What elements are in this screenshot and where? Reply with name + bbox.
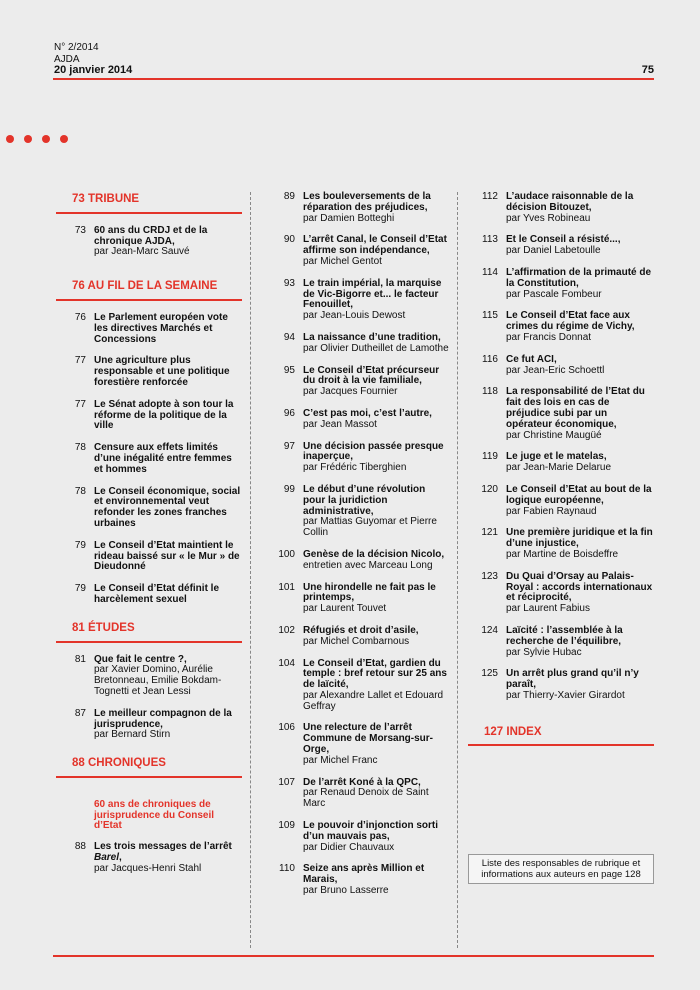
toc-entry[interactable] <box>468 572 654 615</box>
toc-title: Les bouleversements de la réparation des préjudices, <box>303 191 431 213</box>
toc-title: Le Conseil d’Etat maintient le rideau baissé sur « le Mur » de Dieudonné <box>94 539 240 573</box>
toc-entry[interactable] <box>265 279 449 322</box>
contributors-note: Liste des responsables de rubrique et informations aux auteurs en page 128 <box>468 854 654 884</box>
toc-author: entretien avec Marceau Long <box>303 559 433 571</box>
toc-entry[interactable] <box>56 313 242 345</box>
toc-title: Une décision passée presque inaperçue, <box>303 440 444 463</box>
toc-column-2 <box>265 192 449 908</box>
toc-title: Une relecture de l’arrêt Commune de Morsang-sur-Orge, <box>303 722 434 756</box>
toc-entry[interactable] <box>56 356 242 388</box>
toc-author: par Bernard Stirn <box>94 729 171 741</box>
toc-entry[interactable] <box>265 583 449 615</box>
toc-title: Genèse de la décision Nicolo, <box>303 548 445 560</box>
toc-page-number: 79 <box>74 583 86 595</box>
toc-page-number: 100 <box>278 548 295 560</box>
toc-entry[interactable] <box>56 584 242 606</box>
toc-author: par Renaud Denoix de Saint Marc <box>303 787 429 810</box>
toc-page-number: 97 <box>283 440 295 452</box>
toc-entry[interactable] <box>56 709 242 741</box>
toc-page-number: 93 <box>283 277 295 289</box>
toc-page-number: 99 <box>283 483 295 495</box>
toc-entry[interactable] <box>56 487 242 530</box>
toc-author: par Fabien Raynaud <box>506 505 597 517</box>
toc-entry[interactable] <box>265 864 449 896</box>
toc-entry[interactable] <box>468 485 654 517</box>
toc-title: Le Conseil d’Etat précurseur du droit à la vie familiale, <box>303 364 440 387</box>
toc-page-number: 76 <box>74 311 86 323</box>
toc-author: par Jean-Marie Delarue <box>506 462 612 474</box>
toc-page-number: 114 <box>482 266 498 278</box>
toc-title: L’arrêt Canal, le Conseil d’Etat affirme son indépendance, <box>303 234 447 257</box>
toc-author: par Bruno Lasserre <box>303 885 389 897</box>
toc-author: par Yves Robineau <box>506 212 591 224</box>
toc-title: Ce fut ACI, <box>506 353 557 365</box>
toc-page-number: 116 <box>482 353 498 365</box>
toc-title: Le Conseil économique, social et environnemental veut refonder les zones franches urbaines <box>94 485 241 529</box>
toc-page-number: 112 <box>482 191 498 202</box>
toc-author: par Francis Donnat <box>506 331 592 343</box>
toc-title: Le Conseil d’Etat définit le harcèlement sexuel <box>94 583 220 605</box>
toc-entry[interactable] <box>265 821 449 853</box>
toc-entry[interactable] <box>265 723 449 766</box>
toc-title: C’est pas moi, c’est l’autre, <box>303 407 432 419</box>
issue-number: N° 2/2014 <box>54 42 99 53</box>
toc-author: par Martine de Boisdeffre <box>506 548 619 560</box>
toc-entry[interactable] <box>265 550 449 572</box>
toc-entry[interactable] <box>468 669 654 701</box>
toc-author: par Pascale Fombeur <box>506 288 602 300</box>
toc-page-number: 96 <box>283 407 295 419</box>
toc-page-number: 104 <box>278 657 295 669</box>
section-rule <box>56 776 242 778</box>
toc-entry[interactable] <box>265 442 449 474</box>
toc-author: par Frédéric Tiberghien <box>303 462 407 474</box>
toc-page-number: 119 <box>482 451 498 463</box>
toc-page-number: 94 <box>283 331 295 343</box>
toc-entry[interactable] <box>265 626 449 648</box>
toc-entry[interactable] <box>468 626 654 658</box>
toc-entry[interactable] <box>468 528 654 560</box>
toc-title: L’audace raisonnable de la décision Bitouzet, <box>506 191 634 213</box>
toc-entry[interactable] <box>265 235 449 267</box>
toc-author: par Xavier Domino, Aurélie Bretonneau, Emilie Bokdam-Tognetti et Jean Lessi <box>94 664 222 697</box>
toc-author: par Michel Gentot <box>303 255 382 267</box>
toc-title: Du Quai d’Orsay au Palais-Royal : accords internationaux et réciprocité, <box>506 570 653 604</box>
toc-title: Seize ans après Million et Marais, <box>303 863 425 886</box>
toc-entry[interactable] <box>56 443 242 475</box>
toc-page-number: 77 <box>74 398 86 410</box>
decorative-dots <box>6 135 68 143</box>
issue-date: 20 janvier 2014 <box>54 64 133 76</box>
toc-title: Le début d’une révolution pour la juridiction administrative, <box>303 483 426 517</box>
toc-entry[interactable] <box>265 485 449 539</box>
toc-title: Le train impérial, la marquise de Vic-Bigorre et... le facteur Fenouillet, <box>303 277 442 311</box>
toc-entry[interactable] <box>468 387 654 441</box>
toc-entry[interactable] <box>468 452 654 474</box>
page-header <box>54 42 132 77</box>
toc-title: Le pouvoir d’injonction sorti d’un mauvais pas, <box>303 820 438 842</box>
toc-entry[interactable] <box>56 400 242 432</box>
toc-title: Le Conseil d’Etat face aux crimes du régime de Vichy, <box>506 310 635 333</box>
toc-title: Et le Conseil a résisté..., <box>506 234 621 246</box>
toc-title: Un arrêt plus grand qu’il n’y paraît, <box>506 668 639 691</box>
toc-title: Réfugiés et droit d’asile, <box>303 624 419 636</box>
toc-title: Que fait le centre ?, <box>94 653 187 665</box>
toc-page-number: 110 <box>279 863 295 875</box>
column-divider <box>250 192 251 948</box>
toc-page-number: 95 <box>283 364 295 376</box>
toc-author: par Laurent Touvet <box>303 603 387 615</box>
toc-entry[interactable] <box>265 778 449 810</box>
toc-entry[interactable] <box>265 333 449 355</box>
footer-rule <box>53 955 654 957</box>
toc-page-number: 124 <box>481 624 498 636</box>
toc-entry[interactable] <box>468 268 654 300</box>
toc-title: L’affirmation de la primauté de la Constitution, <box>506 266 652 289</box>
toc-page-number: 125 <box>481 668 498 680</box>
toc-author: par Christine Maugüé <box>506 429 602 441</box>
toc-title: Censure aux effets limités d’une inégalité entre femmes et hommes <box>94 442 232 475</box>
toc-entry[interactable] <box>265 409 449 431</box>
toc-author: par Jean-Louis Dewost <box>303 310 406 322</box>
toc-page-number: 107 <box>278 776 295 788</box>
toc-entry[interactable] <box>56 655 242 698</box>
toc-author: par Jacques Fournier <box>303 386 398 398</box>
toc-entry[interactable] <box>265 192 449 224</box>
toc-author: par Sylvie Hubac <box>506 646 582 658</box>
toc-author: par Alexandre Lallet et Edouard Geffray <box>303 689 444 712</box>
section-heading-etudes: 81 ÉTUDES <box>72 621 135 634</box>
toc-column-3 <box>468 192 654 884</box>
toc-title: Une hirondelle ne fait pas le printemps, <box>303 581 436 604</box>
toc-page-number: 101 <box>278 581 295 593</box>
toc-entry[interactable]: 88 Les trois messages de l’arrêt Barel, par Jacques-Henri Stahl <box>74 841 232 874</box>
toc-page-number: 78 <box>74 485 86 497</box>
toc-author: par Olivier Dutheillet de Lamothe <box>303 342 449 354</box>
toc-author: par Laurent Fabius <box>506 603 590 615</box>
section-heading-index[interactable]: 127 INDEX <box>484 725 542 738</box>
toc-entry[interactable]: 73 60 ans du CRDJ et de la chronique AJDA, par Jean-Marc Sauvé <box>74 224 208 258</box>
header-rule <box>53 78 654 80</box>
toc-title: La responsabilité de l’Etat du fait des lois en cas de préjudice subi par un opérateur économique, <box>506 386 645 430</box>
toc-title: Le Conseil d’Etat au bout de la logique européenne, <box>506 483 652 506</box>
toc-page-number: 89 <box>283 191 295 202</box>
toc-page-number: 115 <box>482 310 498 322</box>
toc-page-number: 78 <box>74 442 86 454</box>
toc-page-number: 77 <box>74 355 86 367</box>
toc-author: par Michel Combarnous <box>303 635 410 647</box>
toc-author: par Daniel Labetoulle <box>506 245 601 257</box>
toc-entry[interactable] <box>56 541 242 573</box>
toc-entry[interactable] <box>468 192 654 224</box>
toc-page-number: 90 <box>283 234 295 246</box>
section-heading-tribune: 73 TRIBUNE <box>72 193 140 205</box>
toc-page-number: 81 <box>74 653 86 665</box>
toc-author: par Damien Botteghi <box>303 212 395 224</box>
toc-title: Une agriculture plus responsable et une politique forestière renforcée <box>94 355 230 388</box>
toc-title: De l’arrêt Koné à la QPC, <box>303 776 421 788</box>
toc-title: La naissance d’une tradition, <box>303 331 441 343</box>
section-rule <box>56 641 242 643</box>
toc-author: par Jean-Eric Schoettl <box>506 364 605 376</box>
toc-author: par Thierry-Xavier Girardot <box>506 689 625 701</box>
toc-author: par Mattias Guyomar et Pierre Collin <box>303 516 437 539</box>
toc-column-1 <box>56 192 242 886</box>
toc-entry[interactable] <box>468 311 654 343</box>
toc-title: Le Conseil d’Etat, gardien du temple : bref retour sur 25 ans de laïcité, <box>303 657 447 691</box>
toc-title: Le Parlement européen vote les directives Marchés et Concessions <box>94 311 228 345</box>
section-heading-semaine: 76 AU FIL DE LA SEMAINE <box>72 280 218 293</box>
toc-page-number: 113 <box>482 234 498 246</box>
toc-title: Laïcité : l’assemblée à la recherche de l’équilibre, <box>506 624 623 647</box>
toc-entry[interactable] <box>265 659 449 713</box>
chroniques-subtitle: 60 ans de chroniques de jurisprudence du Conseil d’Etat <box>94 798 215 832</box>
page-number: 75 <box>641 64 654 76</box>
toc-author: par Jean Massot <box>303 418 377 430</box>
toc-title: Une première juridique et la fin d’une injustice, <box>506 527 653 550</box>
toc-page-number: 106 <box>278 722 295 734</box>
toc-page-number: 102 <box>278 624 295 636</box>
journal-name: AJDA <box>54 53 80 65</box>
toc-entry[interactable] <box>468 355 654 377</box>
toc-title: Le juge et le matelas, <box>506 451 607 463</box>
toc-page-number: 123 <box>481 570 498 582</box>
section-rule <box>56 212 242 214</box>
toc-page-number: 121 <box>481 527 498 539</box>
toc-title: Le Sénat adopte à son tour la réforme de la politique de la ville <box>94 398 234 432</box>
section-rule <box>56 299 242 301</box>
toc-entry[interactable] <box>265 366 449 398</box>
toc-page-number: 118 <box>482 386 498 398</box>
toc-page-number: 87 <box>74 707 86 719</box>
toc-entry[interactable] <box>468 235 654 257</box>
toc-page-number: 120 <box>481 483 498 495</box>
toc-page-number: 79 <box>74 539 86 551</box>
toc-author: par Michel Franc <box>303 754 378 766</box>
section-rule <box>468 744 654 746</box>
toc-page-number: 109 <box>278 820 295 832</box>
column-divider <box>457 192 458 948</box>
toc-author: par Didier Chauvaux <box>303 841 395 853</box>
section-heading-chroniques: 88 CHRONIQUES <box>72 757 166 770</box>
toc-title: Le meilleur compagnon de la jurisprudence, <box>94 707 232 730</box>
